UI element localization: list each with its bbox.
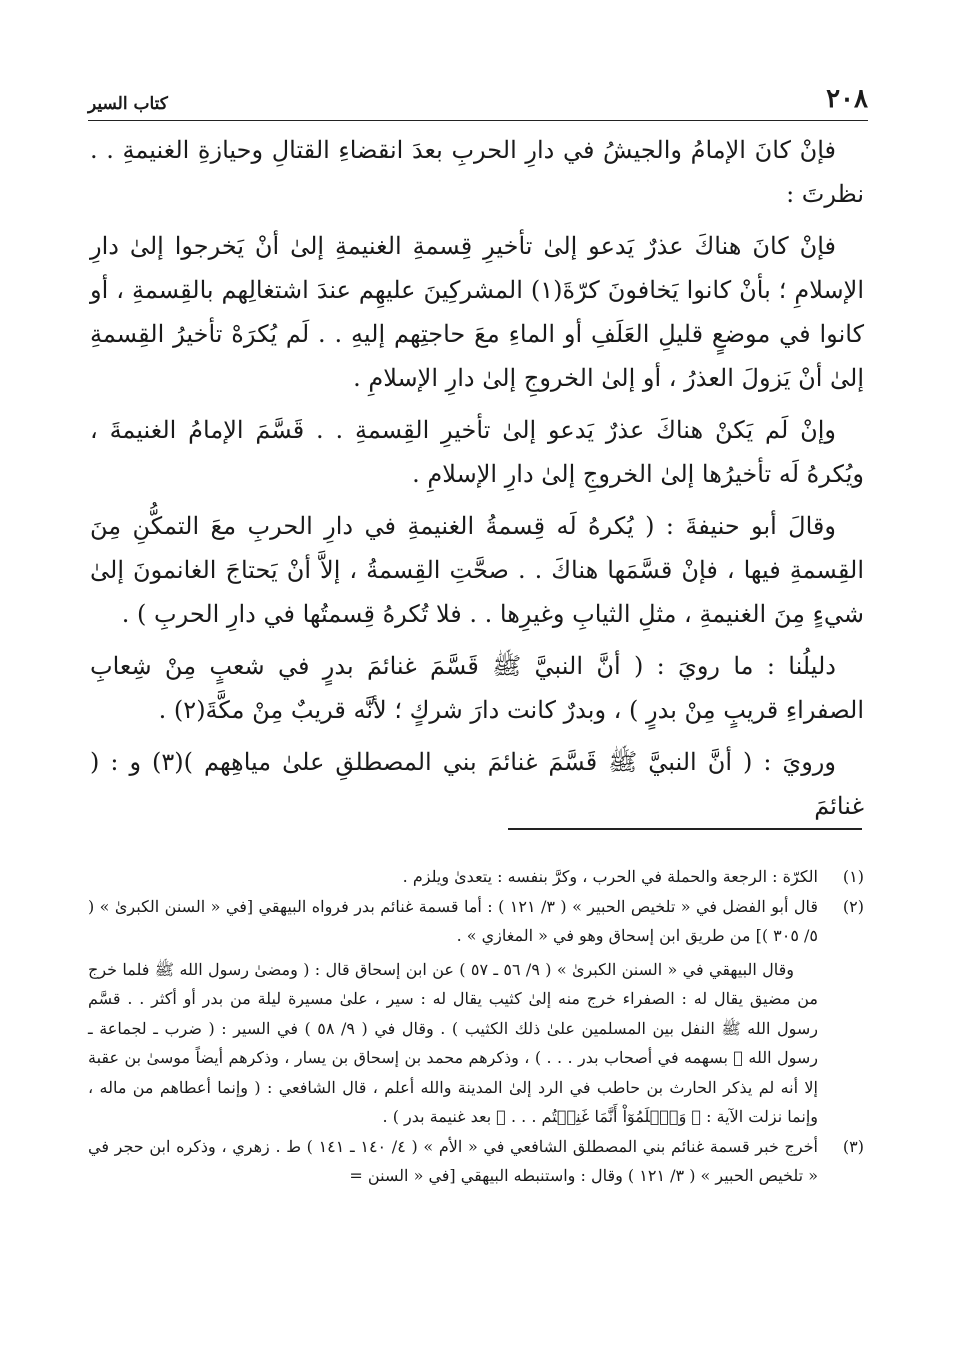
page-number: ٢٠٨ bbox=[826, 84, 868, 114]
footnote-text: الكرّة : الرجعة والحملة في الحرب ، وكرَّ بنفسه : يتعدىٰ ويلزم . bbox=[402, 867, 818, 886]
footnotes bbox=[88, 862, 864, 1191]
paragraph: وقالَ أبو حنيفةَ : ( يُكرهُ لَه قِسمةُ الغنيمةِ في دارِ الحربِ معَ التمكُّنِ مِنَ القِسمةِ فيها ، فإنْ قسَّمَها هناكَ . . صحَّتِ القِسمةُ ، إلاَّ أنْ يَحتاجَ الغانمونَ إلىٰ شيءٍ مِنَ الغنيمةِ ، مثلِ الثيابِ وغيرِها . . فلا تُكرهُ قِسمتُها في دارِ الحربِ ) . bbox=[90, 512, 864, 628]
paragraph: وإنْ لَم يَكنْ هناكَ عذرٌ يَدعو إلىٰ تأخيرِ القِسمةِ . . قَسَّمَ الإمامُ الغنيمةَ ، ويُكرهُ لَه تأخيرُها إلىٰ الخروجِ إلىٰ دارِ الإسلامِ . bbox=[90, 416, 864, 488]
footnote-2 bbox=[88, 892, 864, 951]
running-title: كتاب السير bbox=[88, 94, 168, 114]
page-header bbox=[88, 82, 868, 121]
footnote-separator bbox=[508, 828, 862, 830]
footnote-text: أخرج خبر قسمة غنائم بني المصطلق الشافعي في « الأم » ( ٤/ ١٤٠ ـ ١٤١ ) ط . زهري ، وذكره ابن حجر في « تلخيص الحبير » ( ٣/ ١٢١ ) وقال : واستنبطه البيهقي [في « السنن = bbox=[88, 1136, 818, 1185]
footnote-number: (١) bbox=[842, 867, 864, 886]
footnote-number: (٣) bbox=[842, 1136, 864, 1156]
paragraph: فإنْ كانَ هناكَ عذرٌ يَدعو إلىٰ تأخيرِ قِسمةِ الغنيمةِ إلىٰ أنْ يَخرجوا إلىٰ دارِ الإسلامِ ؛ بأنْ كانوا يَخافونَ كرّةَ(١) المشركِينَ عليهِم عندَ اشتغالِهم بالقِسمةِ ، أو كانوا في موضعٍ قليلِ العَلَفِ أو الماءِ معَ حاجتِهم إليهِ . . لَم يُكرَهْ تأخيرُ القِسمةِ إلىٰ أنْ يَزولَ العذرُ ، أو إلىٰ الخروجِ إلىٰ دارِ الإسلامِ . bbox=[90, 232, 864, 392]
footnote-number: (٢) bbox=[842, 896, 864, 916]
paragraph: فإنْ كانَ الإمامُ والجيشُ في دارِ الحربِ بعدَ انقضاءِ القتالِ وحيازةِ الغنيمةِ . . نظرتَ : bbox=[90, 136, 864, 208]
footnote-3 bbox=[88, 1132, 864, 1191]
paragraph: دليلُنا : ما رويَ : ( أنَّ النبيَّ ﷺ قَسَّمَ غنائمَ بدرٍ في شعبٍ مِنْ شِعابِ الصفراءِ قريبٍ مِنْ بدرٍ ) ، وبدرٌ كانت دارَ شركٍ ؛ لأنَّه قريبٌ مِنْ مكَّةَ(٢) . bbox=[90, 652, 864, 724]
footnote-text: قال أبو الفضل في « تلخيص الحبير » ( ٣/ ١٢١ ) : أما قسمة غنائم بدر فرواه البيهقي [في « السنن الكبرىٰ » ( ٥/ ٣٠٥ )] من طريق ابن إسحاق وهو في « المغازي » . bbox=[88, 896, 819, 945]
footnote-continuation: وقال البيهقي في « السنن الكبرىٰ » ( ٩/ ٥٦ ـ ٥٧ ) عن ابن إسحاق قال : ( ومضىٰ رسول الله ﷺ فلما خرج من مضيق يقال له : الصفراء خرج منه إلىٰ كثيب يقال له : سير ، علىٰ مسيرة ليلة من بدر أو أكثر . . قسَّم رسول الله ﷺ النفل بين المسلمين علىٰ ذلك الكثيب ) . وقال في ( ٩/ ٥٨ ) في السير : ( ضرب ـ لجماعة ـ رسول الله ﷺ بسهمه في أصحاب بدر . . . ) ، وذكرهم محمد بن إسحاق بن يسار ، وذكرهم أيضاً موسىٰ بن عقبة إلا أنه لم يذكر الحارث بن حاطب في الرد إلىٰ المدينة والله أعلم ، قال الشافعي : ( وإنما أعطاهم من ماله ، وإنما نزلت الآية : ﴿ وَٱعۡلَمُوٓاْ أَنَّمَا غَنِمۡتُم . . . ﴾ بعد غنيمة بدر ) . bbox=[88, 959, 818, 1126]
main-text bbox=[90, 128, 864, 828]
footnote-1 bbox=[88, 862, 864, 892]
paragraph: ورويَ : ( أنَّ النبيَّ ﷺ قَسَّمَ غنائمَ بني المصطلقِ علىٰ مياهِهم )(٣) و : ( غنائمَ bbox=[90, 748, 864, 820]
